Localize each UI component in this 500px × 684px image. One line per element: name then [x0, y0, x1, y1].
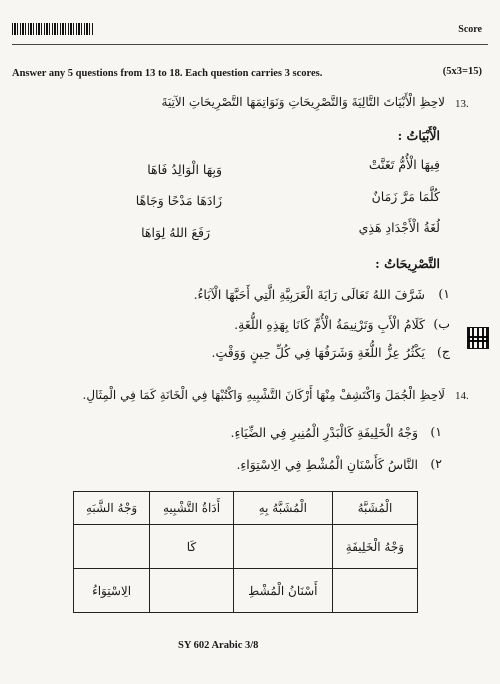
- sentence-1-marker: ١): [430, 424, 442, 439]
- q14-prompt: لَاحِظِ الْجُمَلَ وَاكْتَشِفْ مِنْهَا أَرْكَانَ التَّشْبِيهِ وَاكْتُبْهَا فِي الْخَانَةِ كَمَا فِي الْمِثَالِ.: [82, 388, 445, 402]
- page-footer: SY 602 Arabic 3/8: [178, 640, 259, 651]
- qr-code: [468, 328, 488, 348]
- statement-b-text: كَلَامُ الْأَبِ وَتَرْنِيمَةُ الْأُمِّ كَانَا بِهَذِهِ اللُّغَةِ.: [234, 317, 425, 332]
- score-label: Score: [458, 24, 482, 35]
- verse-3-right: لُغَةُ الْأَجْدَادِ هَذِي: [358, 220, 440, 235]
- table-row: [74, 525, 418, 569]
- cell-r1-c3[interactable]: كَا: [150, 525, 234, 569]
- statement-c-marker: ج): [437, 344, 450, 359]
- header-adat-tashbih: أَدَاةُ التَّشْبِيهِ: [150, 492, 234, 525]
- cell-r2-c1[interactable]: [332, 569, 417, 613]
- statement-b-marker: ب): [433, 316, 450, 331]
- barcode: [12, 23, 94, 35]
- header-mushabbah: الْمُشَبَّهُ: [332, 492, 417, 525]
- table-header-row: [74, 492, 418, 525]
- sentence-2-text: النَّاسُ كَأَسْنَانِ الْمُشْطِ فِي الِاسْتِوَاءِ.: [236, 457, 418, 472]
- q14-number: 14.: [455, 390, 469, 402]
- cell-r1-c2[interactable]: [233, 525, 332, 569]
- q13-number: 13.: [455, 98, 469, 110]
- simile-table: [73, 491, 418, 613]
- table-row: [74, 569, 418, 613]
- header-divider: [12, 44, 488, 45]
- verse-1-right: فِيهَا الْأُمُّ تَغَنَّتْ: [368, 157, 440, 172]
- cell-r2-c2[interactable]: أَسْنَانُ الْمُشْطِ: [233, 569, 332, 613]
- statement-a-marker: ١): [438, 286, 450, 301]
- verses-heading: الْأَبْيَاتُ :: [397, 128, 440, 143]
- statements-heading: التَّصْرِيحَاتُ :: [375, 256, 440, 271]
- cell-r1-c4[interactable]: [74, 525, 150, 569]
- verse-3-left: رَفَعَ اللهُ لِوَاهَا: [141, 225, 210, 240]
- verse-2-right: كُلَّمَا مَرَّ زَمَانٌ: [371, 189, 440, 204]
- verse-2-left: زَادَهَا مَدْحًا وَجَاهًا: [135, 193, 222, 208]
- verse-1-left: وَبِهَا الْوَالِدُ فَاهَا: [147, 162, 222, 177]
- cell-r2-c3[interactable]: [150, 569, 234, 613]
- header-mushabbah-bih: الْمُشَبَّهُ بِهِ: [233, 492, 332, 525]
- header-wajh-shabah: وَجْهُ الشَّبَهِ: [74, 492, 150, 525]
- cell-r1-c1[interactable]: وَجْهُ الْخَلِيفَةِ: [332, 525, 417, 569]
- statement-c-text: يَكْثُرُ عِزُّ اللُّغَةِ وَشَرَفُهَا فِي كُلِّ حِينٍ وَوَقْتٍ.: [211, 345, 425, 360]
- marks-total: (5x3=15): [442, 66, 482, 77]
- q13-prompt: لاحِظِ الْأَبْيَاتَ التَّالِيَةَ وَالتَّصْرِيحَاتِ وَنَوَاتِمَهَا التَّصْرِيحَاتِ الآتِيَةَ: [161, 95, 445, 109]
- statement-a-text: شَرَّفَ اللهُ تَعَالَى رَايَةَ الْعَرَبِيَّةِ الَّتِي أَحَبَّهَا الْآبَاءُ.: [193, 287, 425, 302]
- sentence-1-text: وَجْهُ الْخَلِيفَةِ كَالْبَدْرِ الْمُنِيرِ فِي الضِّيَاءِ.: [230, 425, 418, 440]
- instructions: Answer any 5 questions from 13 to 18. Each question carries 3 scores.: [12, 68, 323, 79]
- sentence-2-marker: ٢): [430, 456, 442, 471]
- cell-r2-c4[interactable]: الِاسْتِوَاءُ: [74, 569, 150, 613]
